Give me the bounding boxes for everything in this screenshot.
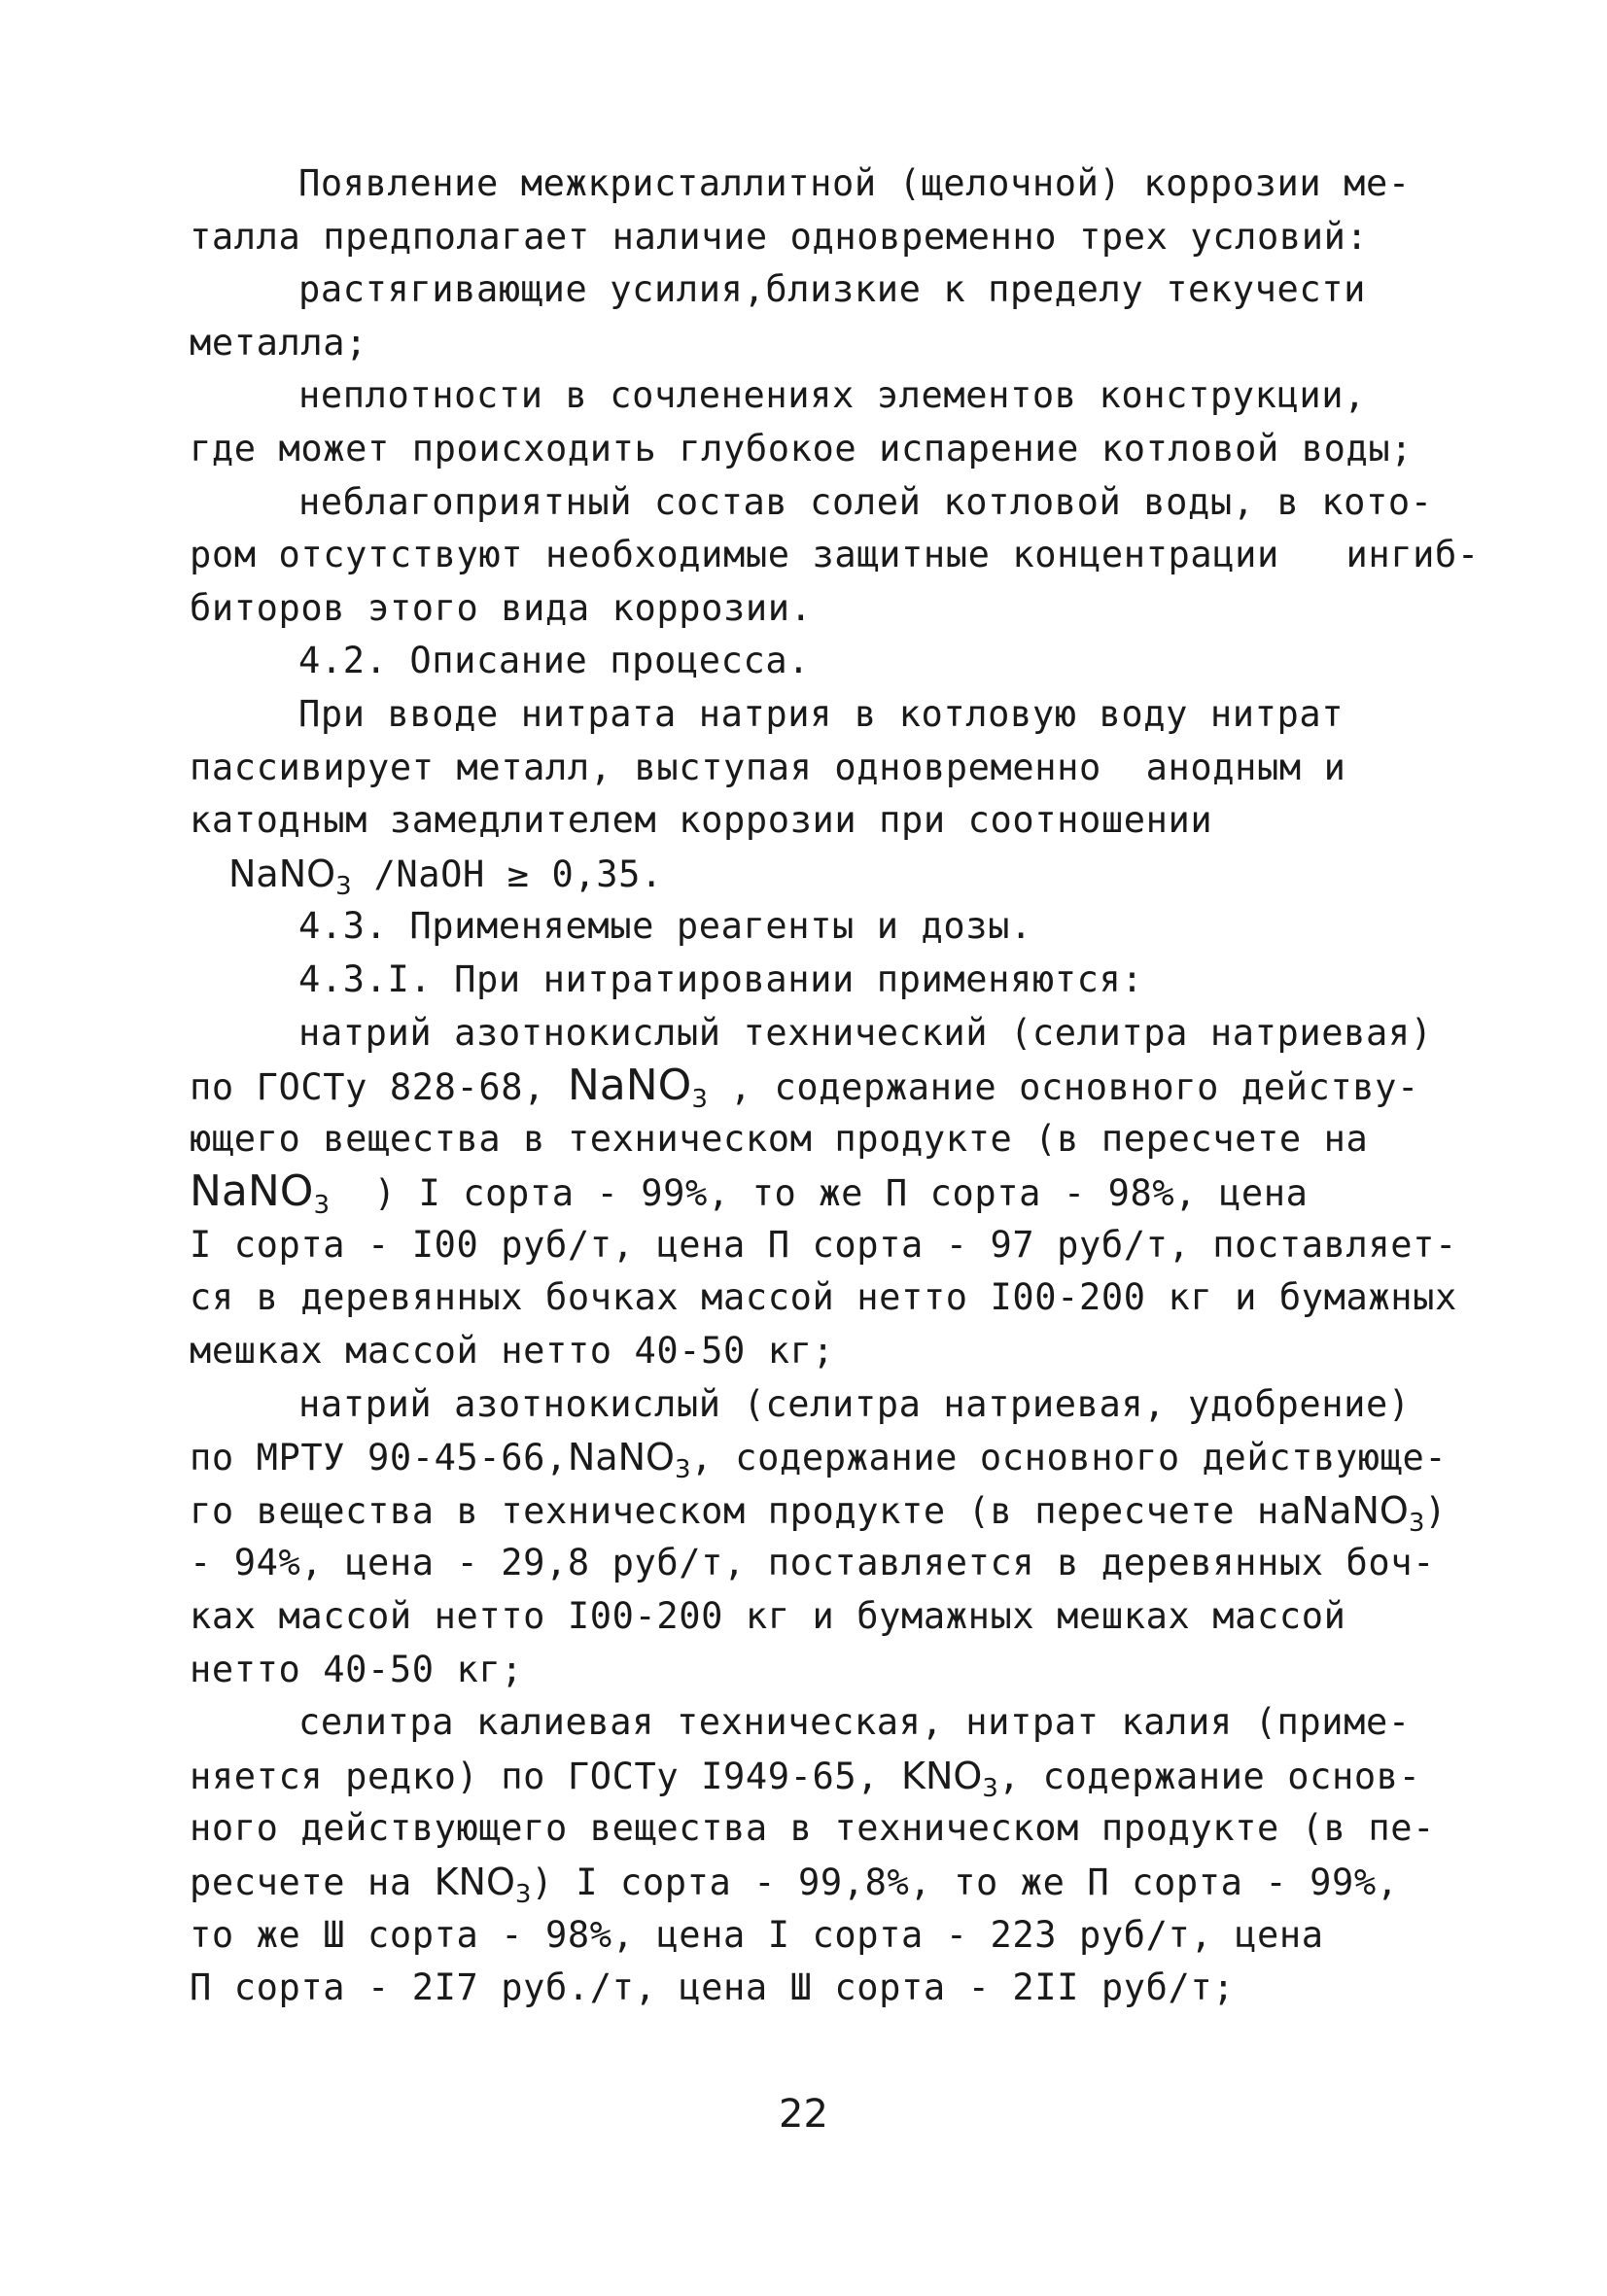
formula-subscript: 3 xyxy=(982,1773,998,1803)
text-line xyxy=(190,1165,1463,1219)
text-fragment: го вещества в техническом продукте (в пересчете на xyxy=(190,1489,1302,1532)
text-fragment: ) xyxy=(1424,1489,1448,1532)
text-line: растягивающие усилия,близкие к пределу текучести xyxy=(298,268,1367,311)
text-line: П сорта - 2I7 руб./т, цена Ш сорта - 2II руб/т; xyxy=(190,1966,1236,2009)
text-fragment: по МРТУ 90-45-66, xyxy=(190,1437,568,1479)
text-line: нетто 40-50 кг; xyxy=(190,1648,524,1690)
text-fragment: ) I сорта - 99,8%, то же П сорта - 99%, xyxy=(531,1861,1399,1903)
text-line xyxy=(190,1484,1463,1538)
formula-text: NaNO xyxy=(228,852,336,895)
formula-subscript: 3 xyxy=(691,1085,708,1115)
formula-subscript: 3 xyxy=(514,1880,532,1909)
text-line: ющего вещества в техническом продукте (в пересчете на xyxy=(190,1117,1369,1160)
formula-text: NaNO xyxy=(1301,1488,1409,1532)
text-line: ках массой нетто I00-200 кг и бумажных мешках массой xyxy=(190,1595,1346,1638)
section-heading-4-3-1: 4.3.I. При нитратировании применяются: xyxy=(298,957,1144,1000)
formula-text: /NaOH ≥ 0,35. xyxy=(351,852,663,895)
formula-subscript: 3 xyxy=(335,871,352,901)
text-line: где может происходить глубокое испарение котловой воды; xyxy=(190,427,1414,470)
text-fragment: ресчете на xyxy=(190,1861,435,1903)
formula-subscript: 3 xyxy=(674,1455,691,1485)
text-fragment: , содержание основ- xyxy=(997,1755,1421,1797)
text-line: мешках массой нетто 40-50 кг; xyxy=(190,1330,835,1373)
formula-subscript: 3 xyxy=(313,1191,330,1221)
text-line: пассивирует металл, выступая одновременно анодным и xyxy=(190,746,1346,788)
text-line: неблагоприятный состав солей котловой воды, в кото- xyxy=(298,480,1433,523)
text-fragment: ) I сорта - 99%, то же П сорта - 98%, цена xyxy=(329,1172,1309,1215)
ratio-formula xyxy=(190,848,1463,901)
text-line: ся в деревянных бочках массой нетто I00-200 кг и бумажных xyxy=(190,1276,1457,1319)
section-heading-4-2: 4.2. Описание процесса. xyxy=(298,640,811,682)
text-line: натрий азотнокислый технический (селитра натриевая) xyxy=(298,1011,1433,1054)
text-line: селитра калиевая техническая, нитрат калия (приме- xyxy=(298,1701,1411,1744)
formula-text: KNO xyxy=(901,1754,983,1797)
text-line: катодным замедлителем коррозии при соотношении xyxy=(190,799,1213,842)
formula-text: NaNO xyxy=(190,1166,314,1217)
text-line: ного действующего вещества в техническом продукте (в пе- xyxy=(190,1807,1436,1850)
text-line xyxy=(190,1750,1463,1803)
section-heading-4-3: 4.3. Применяемые реагенты и дозы. xyxy=(298,905,1032,948)
formula-text: KNO xyxy=(434,1861,515,1903)
text-fragment: , содержание основного действу- xyxy=(707,1066,1419,1109)
text-fragment: по ГОСТу 828-68, xyxy=(190,1066,568,1109)
text-line: Появление межкристаллитной (щелочной) коррозии ме- xyxy=(298,162,1411,204)
text-fragment: , содержание основного действующе- xyxy=(690,1437,1448,1479)
text-line xyxy=(190,1856,1463,1909)
body-text xyxy=(190,157,1480,2015)
text-line: При вводе нитрата натрия в котловую воду нитрат xyxy=(298,692,1345,735)
text-line xyxy=(190,1431,1463,1484)
text-line: талла предполагает наличие одновременно трех условий: xyxy=(190,215,1369,258)
text-line xyxy=(190,1060,1463,1113)
text-fragment: няется редко) по ГОСТу I949-65, xyxy=(190,1755,902,1797)
text-line: - 94%, цена - 29,8 руб/т, поставляется в деревянных боч- xyxy=(190,1542,1436,1584)
formula-subscript: 3 xyxy=(1408,1508,1425,1538)
formula-text: NaNO xyxy=(567,1436,675,1479)
text-line: ром отсутствуют необходимые защитные концентрации ингиб- xyxy=(190,534,1480,576)
text-line: натрий азотнокислый (селитра натриевая, удобрение) xyxy=(298,1382,1411,1425)
text-line: металла; xyxy=(190,321,368,364)
text-line: I сорта - I00 руб/т, цена П сорта - 97 руб/т, поставляет- xyxy=(190,1223,1457,1266)
formula-text: NaNO xyxy=(567,1061,692,1111)
text-line: биторов этого вида коррозии. xyxy=(190,586,813,629)
text-line: неплотности в сочленениях элементов конструкции, xyxy=(298,374,1367,417)
text-line: то же Ш сорта - 98%, цена I сорта - 223 руб/т, цена xyxy=(190,1913,1324,1956)
page-number: 22 xyxy=(779,2092,828,2137)
